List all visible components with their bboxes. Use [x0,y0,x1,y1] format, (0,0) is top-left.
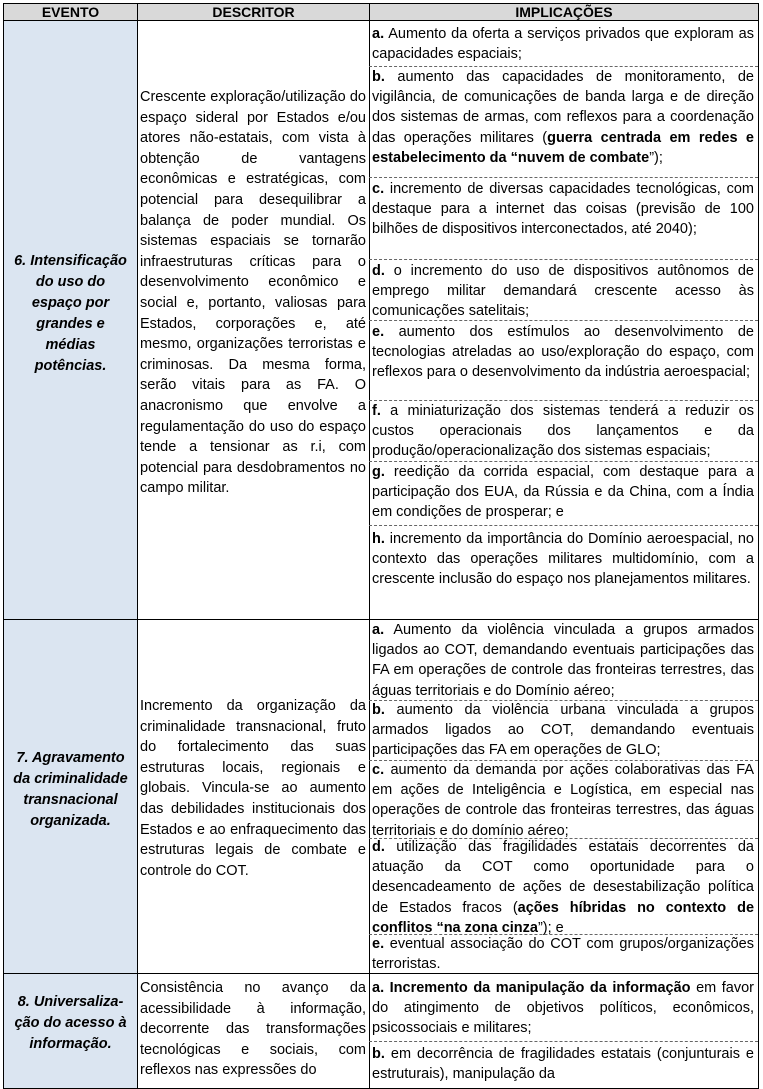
implication-item [372,978,754,1039]
item-letter: b. [372,702,385,718]
divider [369,320,758,321]
evento-line: transnacional [23,792,118,808]
item-text: ”); [649,149,663,166]
item-letter: d. [372,839,385,855]
evento-line: informação. [29,1036,112,1052]
implication-item [372,837,754,938]
item-text: Aumento da oferta a serviços privados que exploram as capacidades espaciais; [372,26,754,63]
implication-item [372,760,754,841]
descritor-text: Consistência no avanço da acessibilidade à informação, decorrente das transformações tecnológicas e sociais, com reflexos nas expressões do [140,980,366,1079]
item-text: eventual associação do COT com grupos/organizações terroristas. [372,936,754,973]
evento-cell [3,619,138,974]
implication-item [372,620,754,701]
descritor-cell [137,20,370,620]
implication-item [372,700,754,761]
item-text: aumento das capacidades de monitoramento, de vigilância, de comunicações de banda larga e de direção dos sistemas de armas, com reflexos para a coordenação das operações militares ( [372,69,754,146]
item-text: reedição da corrida espacial, com destaque para a participação dos EUA, da Rússia e da China, com a Índia em condições de prosperar; e [372,464,754,521]
events-table [3,3,759,1089]
item-text: ”); e [537,919,564,936]
descritor-cell [137,619,370,974]
divider [369,177,758,178]
implicacoes-cell [369,20,759,620]
descritor-cell [137,973,370,1089]
item-text: o incremento do uso de dispositivos autônomos de emprego militar demandará crescente acesso às comunicações satelitais; [372,263,754,320]
item-bold-text: guerra centrada em redes e estabelecimento da “nuvem de combate [372,129,754,166]
item-bold-text: ações híbridas no contexto de conflitos “na zona cinza [372,899,755,936]
item-letter: b. [372,1046,385,1062]
item-text: aumento dos estímulos ao desenvolvimento de tecnologias atreladas ao uso/exploração do espaço, com reflexos para o desenvolvimento da indústria aeroespacial; [372,324,754,381]
item-letter: e. [372,936,385,952]
item-text: aumento da violência urbana vinculada a grupos armados ligados ao COT, demandando eventuais participações das FA em operações de GLO; [372,702,755,759]
item-letter: a. [372,980,385,996]
divider [369,525,758,526]
header-implicacoes: IMPLICAÇÕES [369,3,759,21]
implication-item [372,529,754,590]
implication-item [372,322,754,383]
item-text: aumento da demanda por ações colaborativas das FA em ações de Inteligência e Logística, em especial nas operações de controle das fronteiras terrestres, das águas territoriais e do domínio aéreo; [372,762,754,839]
evento-line: espaço por [31,295,110,311]
evento-line: do uso do [35,274,106,290]
item-text: em decorrência de fragilidades estatais (conjunturais e estruturais), manipulação da [372,1046,754,1083]
item-letter: f. [372,403,381,419]
evento-line: ção do acesso à [14,1015,127,1031]
evento-line: potências. [34,358,107,374]
evento-line: organizada. [30,813,111,829]
item-text: utilização das fragilidades estatais decorrentes da atuação da COT como oportunidade para o desencadeamento de ações de desestabilização política de Estados fracos ( [372,839,754,916]
item-letter: d. [372,263,385,279]
implication-item [372,934,754,974]
divider [369,259,758,260]
item-letter: b. [372,69,385,85]
header-descritor: DESCRITOR [137,3,370,21]
item-letter: c. [372,181,385,197]
item-letter: e. [372,324,385,340]
item-letter: g. [372,464,385,480]
evento-line: grandes e [36,316,105,332]
evento-cell [3,973,138,1089]
implication-item [372,24,754,64]
item-text: incremento de diversas capacidades tecnológicas, com destaque para a internet das coisas (previsão de 100 bilhões de dispositivos interconectados, até 2040); [372,181,754,238]
evento-line: 7. Agravamento [16,750,125,766]
implication-item [372,462,754,523]
descritor-text: Incremento da organização da criminalidade transnacional, fruto do fortalecimento das suas estruturas locais, regionais e globais. Vincula-se ao aumento das debilidades institucionais dos Estados e ao enfraquecimento das estruturas legais de combate e controle do COT. [140,698,366,879]
evento-cell [3,20,138,620]
item-bold-text: Incremento da manipulação da informação [389,980,691,996]
item-text: incremento da importância do Domínio aeroespacial, no contexto das operações militares multidomínio, com a crescente inclusão do espaço nos planejamentos militares. [372,531,754,588]
evento-line: da criminalidade [13,771,128,787]
item-letter: a. [372,26,385,42]
descritor-text: Crescente exploração/utilização do espaço sideral por Estados e/ou atores não-estatais, com vista à obtenção de vantagens econômicas e estratégicas, com potencial para desequilibrar a balança de poder mundial. Os sistemas espaciais se tornarão infraestruturas críticas para o desenvolvimento econômico e social e, portanto, valiosas para Estados, corporações e, até mesmo, organizações terroristas e criminosas. Da mesma forma, serão vitais para as FA. O anacronismo que envolve a regulamentação do uso do espaço tende a tensionar as r.i, com potencial para desdobramentos no campo militar. [140,89,366,497]
evento-line: médias [45,337,96,353]
item-letter: h. [372,531,385,547]
header-evento: EVENTO [3,3,138,21]
implication-item [372,179,754,240]
implicacoes-cell [369,619,759,974]
implication-item [372,1044,754,1084]
item-text: a miniaturização dos sistemas tenderá a reduzir os custos operacionais dos lançamentos e da produção/operacionalização dos sistemas espaciais; [372,403,754,460]
implication-item [372,261,754,322]
evento-line: 6. Intensificação [14,253,127,269]
divider [369,1041,758,1042]
item-letter: a. [372,622,385,638]
item-text: Aumento da violência vinculada a grupos armados ligados ao COT, demandando eventuais participações das FA em operações de controle das fronteiras terrestres, das águas territoriais e do Domínio aéreo; [372,622,754,699]
item-letter: c. [372,762,385,778]
implication-item [372,67,754,168]
evento-line: 8. Universaliza- [17,994,124,1010]
implication-item [372,401,754,462]
implicacoes-cell [369,973,759,1089]
item-text: em favor do atingimento de objetivos políticos, econômicos, psicossociais e militares; [372,980,754,1037]
